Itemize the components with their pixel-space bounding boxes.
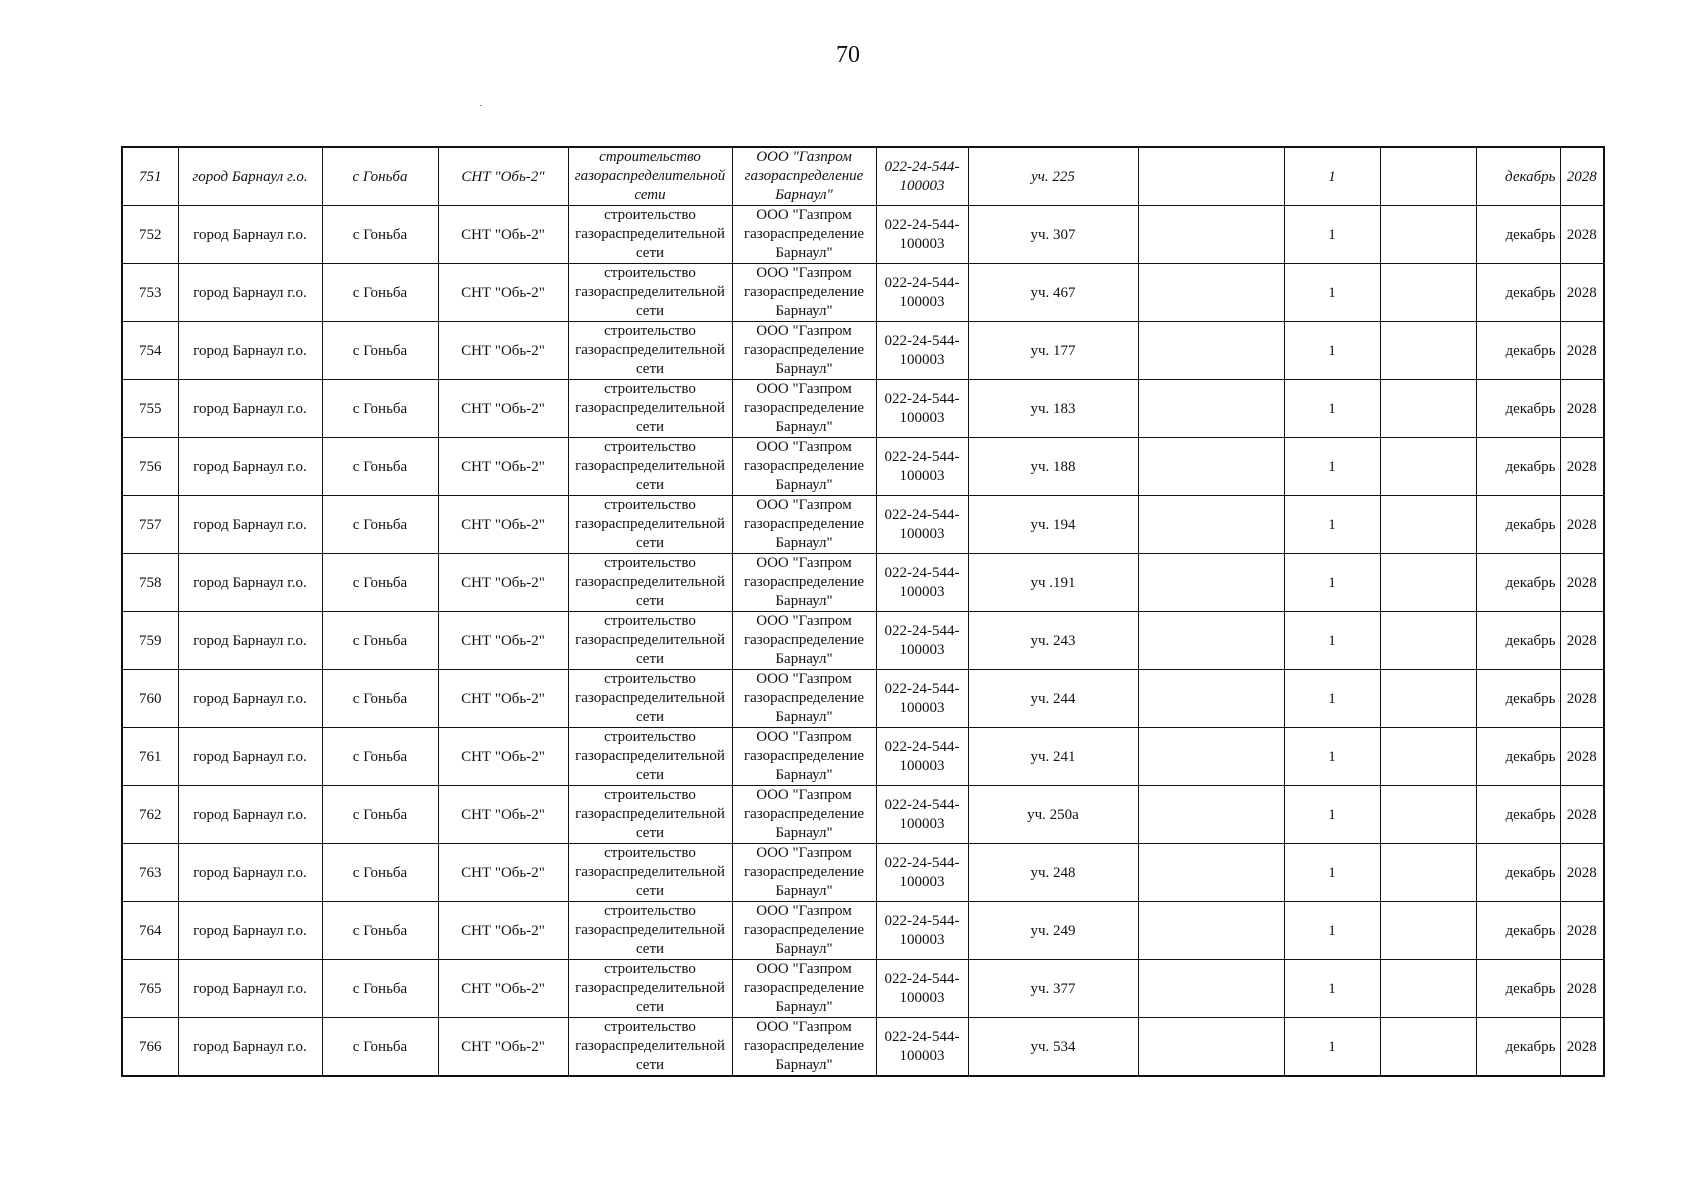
month-cell: декабрь — [1476, 844, 1560, 902]
quantity-cell: 1 — [1284, 380, 1380, 438]
year-cell: 2028 — [1560, 554, 1604, 612]
month-cell: декабрь — [1476, 438, 1560, 496]
object-cell: СНТ "Обь-2" — [438, 902, 568, 960]
plot-cell: уч. 241 — [968, 728, 1138, 786]
empty-cell — [1138, 554, 1284, 612]
table-row — [122, 147, 1604, 206]
program-code-cell: 022-24-544-100003 — [876, 1018, 968, 1077]
work-type-cell: строительство газораспределительной сети — [568, 147, 732, 206]
quantity-cell: 1 — [1284, 728, 1380, 786]
registry-table — [121, 146, 1605, 1077]
year-cell: 2028 — [1560, 612, 1604, 670]
empty-cell — [1380, 438, 1476, 496]
settlement-cell: с Гоньба — [322, 554, 438, 612]
district-cell: город Барнаул г.о. — [178, 902, 322, 960]
program-code-cell: 022-24-544-100003 — [876, 147, 968, 206]
district-cell: город Барнаул г.о. — [178, 147, 322, 206]
empty-cell — [1138, 786, 1284, 844]
year-cell: 2028 — [1560, 844, 1604, 902]
table-row — [122, 554, 1604, 612]
table-row — [122, 264, 1604, 322]
empty-cell — [1380, 206, 1476, 264]
plot-cell: уч .191 — [968, 554, 1138, 612]
row-number: 760 — [122, 670, 178, 728]
district-cell: город Барнаул г.о. — [178, 206, 322, 264]
quantity-cell: 1 — [1284, 206, 1380, 264]
quantity-cell: 1 — [1284, 322, 1380, 380]
plot-cell: уч. 307 — [968, 206, 1138, 264]
table-row — [122, 670, 1604, 728]
object-cell: СНТ "Обь-2" — [438, 438, 568, 496]
settlement-cell: с Гоньба — [322, 612, 438, 670]
row-number: 761 — [122, 728, 178, 786]
quantity-cell: 1 — [1284, 147, 1380, 206]
work-type-cell: строительство газораспределительной сети — [568, 206, 732, 264]
work-type-cell: строительство газораспределительной сети — [568, 612, 732, 670]
year-cell: 2028 — [1560, 670, 1604, 728]
row-number: 763 — [122, 844, 178, 902]
year-cell: 2028 — [1560, 902, 1604, 960]
year-cell: 2028 — [1560, 322, 1604, 380]
organization-cell: ООО "Газпром газораспределение Барнаул" — [732, 322, 876, 380]
plot-cell: уч. 248 — [968, 844, 1138, 902]
empty-cell — [1138, 380, 1284, 438]
settlement-cell: с Гоньба — [322, 844, 438, 902]
district-cell: город Барнаул г.о. — [178, 438, 322, 496]
plot-cell: уч. 225 — [968, 147, 1138, 206]
row-number: 754 — [122, 322, 178, 380]
row-number: 758 — [122, 554, 178, 612]
program-code-cell: 022-24-544-100003 — [876, 264, 968, 322]
work-type-cell: строительство газораспределительной сети — [568, 1018, 732, 1077]
year-cell: 2028 — [1560, 496, 1604, 554]
object-cell: СНТ "Обь-2" — [438, 322, 568, 380]
district-cell: город Барнаул г.о. — [178, 264, 322, 322]
work-type-cell: строительство газораспределительной сети — [568, 960, 732, 1018]
month-cell: декабрь — [1476, 960, 1560, 1018]
empty-cell — [1380, 728, 1476, 786]
organization-cell: ООО "Газпром газораспределение Барнаул" — [732, 728, 876, 786]
empty-cell — [1138, 1018, 1284, 1077]
plot-cell: уч. 250а — [968, 786, 1138, 844]
empty-cell — [1380, 496, 1476, 554]
organization-cell: ООО "Газпром газораспределение Барнаул" — [732, 438, 876, 496]
organization-cell: ООО "Газпром газораспределение Барнаул" — [732, 960, 876, 1018]
settlement-cell: с Гоньба — [322, 322, 438, 380]
empty-cell — [1380, 264, 1476, 322]
empty-cell — [1380, 1018, 1476, 1077]
settlement-cell: с Гоньба — [322, 902, 438, 960]
object-cell: СНТ "Обь-2" — [438, 786, 568, 844]
organization-cell: ООО "Газпром газораспределение Барнаул" — [732, 902, 876, 960]
month-cell: декабрь — [1476, 496, 1560, 554]
scan-speck — [480, 105, 482, 106]
table-row — [122, 496, 1604, 554]
row-number: 757 — [122, 496, 178, 554]
organization-cell: ООО "Газпром газораспределение Барнаул" — [732, 496, 876, 554]
row-number: 766 — [122, 1018, 178, 1077]
table-row — [122, 612, 1604, 670]
work-type-cell: строительство газораспределительной сети — [568, 496, 732, 554]
table-row — [122, 844, 1604, 902]
program-code-cell: 022-24-544-100003 — [876, 902, 968, 960]
settlement-cell: с Гоньба — [322, 496, 438, 554]
quantity-cell: 1 — [1284, 844, 1380, 902]
object-cell: СНТ "Обь-2" — [438, 612, 568, 670]
program-code-cell: 022-24-544-100003 — [876, 670, 968, 728]
empty-cell — [1138, 438, 1284, 496]
page-number: 70 — [836, 42, 860, 68]
row-number: 765 — [122, 960, 178, 1018]
program-code-cell: 022-24-544-100003 — [876, 322, 968, 380]
month-cell: декабрь — [1476, 554, 1560, 612]
organization-cell: ООО "Газпром газораспределение Барнаул" — [732, 147, 876, 206]
district-cell: город Барнаул г.о. — [178, 728, 322, 786]
organization-cell: ООО "Газпром газораспределение Барнаул" — [732, 380, 876, 438]
row-number: 755 — [122, 380, 178, 438]
organization-cell: ООО "Газпром газораспределение Барнаул" — [732, 844, 876, 902]
plot-cell: уч. 177 — [968, 322, 1138, 380]
row-number: 762 — [122, 786, 178, 844]
object-cell: СНТ "Обь-2" — [438, 264, 568, 322]
work-type-cell: строительство газораспределительной сети — [568, 786, 732, 844]
empty-cell — [1138, 322, 1284, 380]
district-cell: город Барнаул г.о. — [178, 612, 322, 670]
quantity-cell: 1 — [1284, 786, 1380, 844]
object-cell: СНТ "Обь-2" — [438, 496, 568, 554]
program-code-cell: 022-24-544-100003 — [876, 844, 968, 902]
month-cell: декабрь — [1476, 147, 1560, 206]
plot-cell: уч. 467 — [968, 264, 1138, 322]
program-code-cell: 022-24-544-100003 — [876, 438, 968, 496]
work-type-cell: строительство газораспределительной сети — [568, 844, 732, 902]
empty-cell — [1380, 322, 1476, 380]
month-cell: декабрь — [1476, 728, 1560, 786]
row-number: 751 — [122, 147, 178, 206]
organization-cell: ООО "Газпром газораспределение Барнаул" — [732, 786, 876, 844]
quantity-cell: 1 — [1284, 1018, 1380, 1077]
plot-cell: уч. 183 — [968, 380, 1138, 438]
plot-cell: уч. 194 — [968, 496, 1138, 554]
table-row — [122, 960, 1604, 1018]
work-type-cell: строительство газораспределительной сети — [568, 554, 732, 612]
settlement-cell: с Гоньба — [322, 960, 438, 1018]
object-cell: СНТ "Обь-2" — [438, 147, 568, 206]
plot-cell: уч. 534 — [968, 1018, 1138, 1077]
month-cell: декабрь — [1476, 670, 1560, 728]
district-cell: город Барнаул г.о. — [178, 496, 322, 554]
month-cell: декабрь — [1476, 206, 1560, 264]
program-code-cell: 022-24-544-100003 — [876, 612, 968, 670]
quantity-cell: 1 — [1284, 670, 1380, 728]
program-code-cell: 022-24-544-100003 — [876, 206, 968, 264]
settlement-cell: с Гоньба — [322, 786, 438, 844]
empty-cell — [1138, 612, 1284, 670]
empty-cell — [1380, 670, 1476, 728]
table-row — [122, 322, 1604, 380]
quantity-cell: 1 — [1284, 960, 1380, 1018]
work-type-cell: строительство газораспределительной сети — [568, 380, 732, 438]
work-type-cell: строительство газораспределительной сети — [568, 670, 732, 728]
empty-cell — [1380, 960, 1476, 1018]
empty-cell — [1138, 902, 1284, 960]
empty-cell — [1138, 728, 1284, 786]
settlement-cell: с Гоньба — [322, 670, 438, 728]
plot-cell: уч. 249 — [968, 902, 1138, 960]
table-row — [122, 1018, 1604, 1077]
empty-cell — [1380, 612, 1476, 670]
object-cell: СНТ "Обь-2" — [438, 554, 568, 612]
row-number: 764 — [122, 902, 178, 960]
quantity-cell: 1 — [1284, 438, 1380, 496]
organization-cell: ООО "Газпром газораспределение Барнаул" — [732, 554, 876, 612]
registry-body — [122, 147, 1604, 1076]
work-type-cell: строительство газораспределительной сети — [568, 902, 732, 960]
year-cell: 2028 — [1560, 380, 1604, 438]
quantity-cell: 1 — [1284, 264, 1380, 322]
object-cell: СНТ "Обь-2" — [438, 844, 568, 902]
quantity-cell: 1 — [1284, 496, 1380, 554]
empty-cell — [1380, 786, 1476, 844]
table-row — [122, 380, 1604, 438]
month-cell: декабрь — [1476, 322, 1560, 380]
program-code-cell: 022-24-544-100003 — [876, 960, 968, 1018]
district-cell: город Барнаул г.о. — [178, 960, 322, 1018]
empty-cell — [1380, 554, 1476, 612]
table-row — [122, 786, 1604, 844]
table-row — [122, 728, 1604, 786]
row-number: 753 — [122, 264, 178, 322]
table-row — [122, 206, 1604, 264]
quantity-cell: 1 — [1284, 612, 1380, 670]
district-cell: город Барнаул г.о. — [178, 1018, 322, 1077]
organization-cell: ООО "Газпром газораспределение Барнаул" — [732, 206, 876, 264]
year-cell: 2028 — [1560, 438, 1604, 496]
organization-cell: ООО "Газпром газораспределение Барнаул" — [732, 264, 876, 322]
object-cell: СНТ "Обь-2" — [438, 380, 568, 438]
district-cell: город Барнаул г.о. — [178, 322, 322, 380]
object-cell: СНТ "Обь-2" — [438, 206, 568, 264]
settlement-cell: с Гоньба — [322, 1018, 438, 1077]
plot-cell: уч. 377 — [968, 960, 1138, 1018]
empty-cell — [1138, 496, 1284, 554]
object-cell: СНТ "Обь-2" — [438, 728, 568, 786]
empty-cell — [1138, 206, 1284, 264]
month-cell: декабрь — [1476, 264, 1560, 322]
object-cell: СНТ "Обь-2" — [438, 1018, 568, 1077]
settlement-cell: с Гоньба — [322, 380, 438, 438]
table-row — [122, 438, 1604, 496]
month-cell: декабрь — [1476, 380, 1560, 438]
quantity-cell: 1 — [1284, 902, 1380, 960]
plot-cell: уч. 188 — [968, 438, 1138, 496]
empty-cell — [1138, 844, 1284, 902]
year-cell: 2028 — [1560, 147, 1604, 206]
month-cell: декабрь — [1476, 902, 1560, 960]
quantity-cell: 1 — [1284, 554, 1380, 612]
empty-cell — [1138, 670, 1284, 728]
district-cell: город Барнаул г.о. — [178, 670, 322, 728]
object-cell: СНТ "Обь-2" — [438, 670, 568, 728]
organization-cell: ООО "Газпром газораспределение Барнаул" — [732, 1018, 876, 1077]
year-cell: 2028 — [1560, 206, 1604, 264]
plot-cell: уч. 243 — [968, 612, 1138, 670]
settlement-cell: с Гоньба — [322, 264, 438, 322]
work-type-cell: строительство газораспределительной сети — [568, 438, 732, 496]
empty-cell — [1380, 902, 1476, 960]
object-cell: СНТ "Обь-2" — [438, 960, 568, 1018]
program-code-cell: 022-24-544-100003 — [876, 728, 968, 786]
settlement-cell: с Гоньба — [322, 438, 438, 496]
year-cell: 2028 — [1560, 960, 1604, 1018]
organization-cell: ООО "Газпром газораспределение Барнаул" — [732, 670, 876, 728]
empty-cell — [1380, 380, 1476, 438]
month-cell: декабрь — [1476, 786, 1560, 844]
empty-cell — [1380, 844, 1476, 902]
work-type-cell: строительство газораспределительной сети — [568, 322, 732, 380]
year-cell: 2028 — [1560, 786, 1604, 844]
empty-cell — [1138, 960, 1284, 1018]
program-code-cell: 022-24-544-100003 — [876, 496, 968, 554]
year-cell: 2028 — [1560, 728, 1604, 786]
settlement-cell: с Гоньба — [322, 147, 438, 206]
settlement-cell: с Гоньба — [322, 206, 438, 264]
month-cell: декабрь — [1476, 612, 1560, 670]
program-code-cell: 022-24-544-100003 — [876, 786, 968, 844]
organization-cell: ООО "Газпром газораспределение Барнаул" — [732, 612, 876, 670]
work-type-cell: строительство газораспределительной сети — [568, 264, 732, 322]
table-row — [122, 902, 1604, 960]
settlement-cell: с Гоньба — [322, 728, 438, 786]
empty-cell — [1138, 147, 1284, 206]
program-code-cell: 022-24-544-100003 — [876, 554, 968, 612]
district-cell: город Барнаул г.о. — [178, 380, 322, 438]
month-cell: декабрь — [1476, 1018, 1560, 1077]
year-cell: 2028 — [1560, 264, 1604, 322]
empty-cell — [1380, 147, 1476, 206]
row-number: 752 — [122, 206, 178, 264]
row-number: 756 — [122, 438, 178, 496]
empty-cell — [1138, 264, 1284, 322]
year-cell: 2028 — [1560, 1018, 1604, 1077]
district-cell: город Барнаул г.о. — [178, 786, 322, 844]
row-number: 759 — [122, 612, 178, 670]
work-type-cell: строительство газораспределительной сети — [568, 728, 732, 786]
plot-cell: уч. 244 — [968, 670, 1138, 728]
district-cell: город Барнаул г.о. — [178, 554, 322, 612]
district-cell: город Барнаул г.о. — [178, 844, 322, 902]
program-code-cell: 022-24-544-100003 — [876, 380, 968, 438]
